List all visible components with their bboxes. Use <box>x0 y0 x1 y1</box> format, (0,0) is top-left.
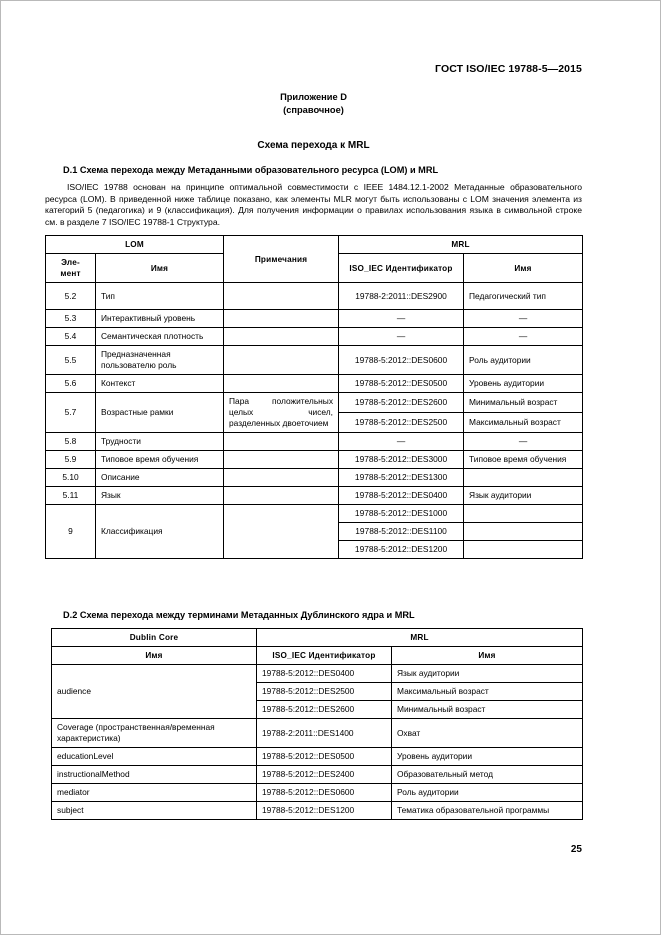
cell-element: 9 <box>46 505 96 559</box>
cell-mrl-name <box>464 541 583 559</box>
cell-mrl-name: Педагогический тип <box>464 283 583 310</box>
cell-mrl-name: Уровень аудитории <box>464 375 583 393</box>
cell-mrl-name: — <box>464 433 583 451</box>
cell-identifier: 19788-5:2012::DES0500 <box>257 748 392 766</box>
dc-identifier-column-header: ISO_IEC Идентификатор <box>257 647 392 665</box>
cell-identifier: 19788-5:2012::DES2600 <box>257 701 392 719</box>
cell-mrl-name: Роль аудитории <box>464 346 583 375</box>
element-header-line2: мент <box>60 269 81 278</box>
cell-lom-name: Интерактивный уровень <box>96 310 224 328</box>
cell-mrl-name: Язык аудитории <box>392 665 583 683</box>
cell-note <box>224 283 339 310</box>
cell-identifier: 19788-5:2012::DES1300 <box>339 469 464 487</box>
mrl-group-header: MRL <box>339 236 583 254</box>
mrl-name-column-header: Имя <box>464 254 583 283</box>
cell-identifier: — <box>339 310 464 328</box>
table-row <box>46 487 583 505</box>
cell-note <box>224 310 339 328</box>
dc-column-header-row <box>52 647 583 665</box>
cell-mrl-name: — <box>464 310 583 328</box>
cell-lom-name: Описание <box>96 469 224 487</box>
cell-lom-name: Трудности <box>96 433 224 451</box>
cell-element: 5.5 <box>46 346 96 375</box>
cell-mrl-name <box>464 505 583 523</box>
table-row <box>52 802 583 820</box>
dc-table-head <box>52 629 583 665</box>
cell-mrl-name <box>464 469 583 487</box>
cell-note <box>224 346 339 375</box>
table-row <box>52 665 583 683</box>
lom-to-mrl-table <box>45 235 583 559</box>
table-row <box>52 719 583 748</box>
table-row <box>46 283 583 310</box>
cell-element: 5.8 <box>46 433 96 451</box>
cell-mrl-name: Язык аудитории <box>464 487 583 505</box>
cell-mrl-name: Тематика образовательной программы <box>392 802 583 820</box>
cell-identifier: 19788-5:2012::DES0600 <box>257 784 392 802</box>
cell-mrl-name: Уровень аудитории <box>392 748 583 766</box>
table-row <box>46 505 583 523</box>
cell-mrl-name: — <box>464 328 583 346</box>
table-row <box>46 451 583 469</box>
cell-note <box>224 433 339 451</box>
cell-note: Пара положительных целых чисел, разделенных двоеточием <box>224 393 339 433</box>
annex-heading: Схема перехода к MRL <box>257 140 370 151</box>
cell-element: 5.6 <box>46 375 96 393</box>
cell-identifier: 19788-5:2012::DES2500 <box>339 413 464 433</box>
cell-identifier: 19788-5:2012::DES1000 <box>339 505 464 523</box>
annex-title: Приложение D <box>280 92 347 102</box>
cell-lom-name: Типовое время обучения <box>96 451 224 469</box>
cell-mrl-name: Охват <box>392 719 583 748</box>
cell-identifier: 19788-2:2011::DES2900 <box>339 283 464 310</box>
cell-identifier: 19788-5:2012::DES2400 <box>257 766 392 784</box>
cell-identifier: 19788-5:2012::DES3000 <box>339 451 464 469</box>
cell-lom-name: Предназначенная пользователю роль <box>96 346 224 375</box>
cell-element: 5.2 <box>46 283 96 310</box>
name-column-header: Имя <box>96 254 224 283</box>
page-number: 25 <box>570 844 582 855</box>
dc-mrl-group-header: MRL <box>257 629 583 647</box>
cell-mrl-name: Роль аудитории <box>392 784 583 802</box>
cell-dc-name: mediator <box>52 784 257 802</box>
cell-note <box>224 375 339 393</box>
table-row <box>46 393 583 413</box>
cell-mrl-name: Минимальный возраст <box>464 393 583 413</box>
lom-table-body <box>46 283 583 559</box>
cell-identifier: — <box>339 433 464 451</box>
cell-element: 5.7 <box>46 393 96 433</box>
identifier-column-header: ISO_IEC Идентификатор <box>339 254 464 283</box>
cell-mrl-name: Максимальный возраст <box>464 413 583 433</box>
lom-table-head <box>46 236 583 283</box>
cell-element: 5.11 <box>46 487 96 505</box>
cell-identifier: 19788-5:2012::DES0400 <box>339 487 464 505</box>
cell-lom-name: Тип <box>96 283 224 310</box>
cell-mrl-name: Типовое время обучения <box>464 451 583 469</box>
cell-mrl-name: Образовательный метод <box>392 766 583 784</box>
table-row <box>46 346 583 375</box>
cell-identifier: 19788-5:2012::DES2500 <box>257 683 392 701</box>
cell-identifier: — <box>339 328 464 346</box>
cell-identifier: 19788-2:2011::DES1400 <box>257 719 392 748</box>
lom-group-header: LOM <box>46 236 224 254</box>
table-row <box>52 748 583 766</box>
table-row <box>52 784 583 802</box>
cell-element: 5.4 <box>46 328 96 346</box>
lom-group-header-row <box>46 236 583 254</box>
cell-element: 5.10 <box>46 469 96 487</box>
cell-identifier: 19788-5:2012::DES1100 <box>339 523 464 541</box>
cell-note <box>224 487 339 505</box>
table-row <box>46 469 583 487</box>
cell-dc-name: audience <box>52 665 257 719</box>
running-header: ГОСТ ISO/IEC 19788-5—2015 <box>435 63 582 75</box>
notes-column-header: Примечания <box>224 236 339 283</box>
cell-identifier: 19788-5:2012::DES0600 <box>339 346 464 375</box>
table-row <box>46 310 583 328</box>
section-heading-d1: D.1 Схема перехода между Метаданными образовательного ресурса (LOM) и MRL <box>63 165 439 175</box>
cell-lom-name: Классификация <box>96 505 224 559</box>
annex-title-block <box>45 91 582 117</box>
table-row <box>46 433 583 451</box>
cell-identifier: 19788-5:2012::DES0400 <box>257 665 392 683</box>
cell-identifier: 19788-5:2012::DES1200 <box>339 541 464 559</box>
cell-element: 5.9 <box>46 451 96 469</box>
cell-dc-name: educationLevel <box>52 748 257 766</box>
dc-table-body <box>52 665 583 820</box>
dc-mrl-name-column-header: Имя <box>392 647 583 665</box>
cell-dc-name: Coverage (пространственная/временная характеристика) <box>52 719 257 748</box>
annex-subtitle: (справочное) <box>283 105 344 115</box>
cell-note <box>224 505 339 559</box>
cell-mrl-name: Максимальный возраст <box>392 683 583 701</box>
dublin-core-to-mrl-table <box>51 628 583 820</box>
cell-lom-name: Семантическая плотность <box>96 328 224 346</box>
cell-identifier: 19788-5:2012::DES0500 <box>339 375 464 393</box>
element-column-header <box>46 254 96 283</box>
cell-identifier: 19788-5:2012::DES2600 <box>339 393 464 413</box>
cell-dc-name: subject <box>52 802 257 820</box>
dublin-core-group-header: Dublin Core <box>52 629 257 647</box>
cell-element: 5.3 <box>46 310 96 328</box>
cell-dc-name: instructionalMethod <box>52 766 257 784</box>
table-row <box>46 328 583 346</box>
section-heading-d2: D.2 Схема перехода между терминами Метаданных Дублинского ядра и MRL <box>63 610 415 620</box>
cell-mrl-name <box>464 523 583 541</box>
cell-identifier: 19788-5:2012::DES1200 <box>257 802 392 820</box>
dc-group-header-row <box>52 629 583 647</box>
cell-note <box>224 328 339 346</box>
cell-note <box>224 451 339 469</box>
cell-note <box>224 469 339 487</box>
cell-mrl-name: Минимальный возраст <box>392 701 583 719</box>
table-row <box>52 766 583 784</box>
dc-name-column-header: Имя <box>52 647 257 665</box>
cell-lom-name: Язык <box>96 487 224 505</box>
cell-lom-name: Возрастные рамки <box>96 393 224 433</box>
section-d1-paragraph: ISO/IEC 19788 основан на принципе оптимальной совместимости с IEEE 1484.12.1-2002 Метаданные образовательного ресурса (LOM). В приведенной ниже таблице показано, как элементы MLR могут быть использованы с LOM значения элемента из категорий 5 (педагогика) и 9 (классификация). Для получения информации о правилах использования языка в символьной строке см. в разделе 7 ISO/IEC 19788-1 Структура. <box>45 182 582 227</box>
element-header-line1: Эле- <box>61 258 80 267</box>
table-row <box>46 375 583 393</box>
cell-lom-name: Контекст <box>96 375 224 393</box>
